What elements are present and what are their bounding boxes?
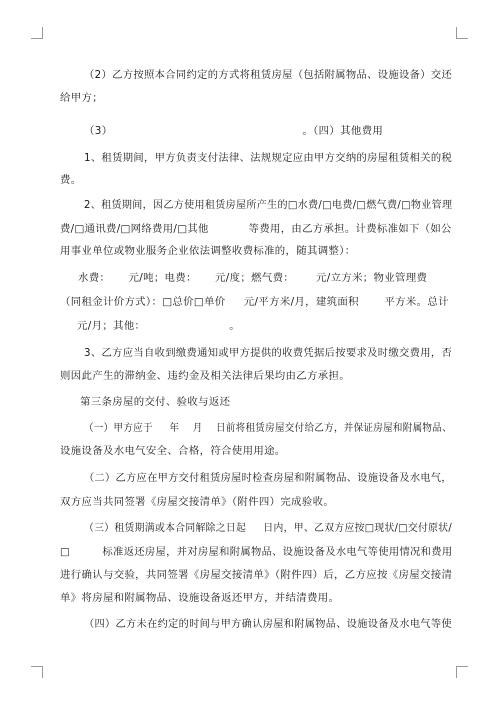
text-line: （2）乙方按照本合同约定的方式将租赁房屋（包括附属物品、设施设备）交还 xyxy=(84,69,453,81)
text-line: □ 标准返还房屋，并对房屋和附属物品、设施设备及水电气等使用情况和费用 xyxy=(60,546,453,558)
text-line: 给甲方； xyxy=(60,92,103,104)
crop-mark-top-right xyxy=(456,27,468,39)
crop-mark-bottom-right xyxy=(456,666,468,678)
section-heading: 第三条房屋的交付、验收与返还 xyxy=(80,396,231,408)
text-line: （一）甲方应于 年 月 日前将租赁房屋交付给乙方，并保证房屋和附属物品、 xyxy=(84,422,452,434)
text-line: 则因此产生的滞纳金、违约金及相关法律后果均由乙方承担。 xyxy=(60,370,350,382)
text-line: （二）乙方应在甲方交付租赁房屋时检查房屋和附属物品、设施设备及水电气， xyxy=(84,472,452,484)
text-line: 1、租赁期间，甲方负责支付法律、法规规定应由甲方交纳的房屋租赁相关的税 xyxy=(84,152,453,164)
crop-mark-bottom-left xyxy=(31,666,43,678)
text-line: 费/□通讯费/□网络费用/□其他 等费用，由乙方承担。计费标准如下（如公 xyxy=(60,223,452,235)
text-line: （3） 。（四）其他费用 xyxy=(84,125,384,137)
text-line: 2、租赁期间，因乙方使用租赁房屋所产生的□水费/□电费/□燃气费/□物业管理 xyxy=(84,199,453,211)
text-line: 元/月；其他： 。 xyxy=(77,320,241,332)
text-line: 进行确认与交验，共同签署《房屋交接清单》（附件四）后，乙方应按《房屋交接清 xyxy=(60,569,453,581)
text-line: 水费： 元/吨；电费： 元/度；燃气费： 元/立方米；物业管理费 xyxy=(78,272,428,284)
text-line: （同租金计价方式）：□总价□单价 元/平方米/月，建筑面积 平方米。总计 xyxy=(60,296,449,308)
text-line: （四）乙方未在约定的时间与甲方确认房屋和附属物品、设施设备及水电气等使 xyxy=(84,618,452,630)
text-line: 用事业单位或物业服务企业依法调整收费标准的，随其调整）： xyxy=(60,245,356,257)
text-line: 3、乙方应当自收到缴费通知或甲方提供的收费凭据后按要求及时缴交费用，否 xyxy=(84,347,453,359)
crop-mark-top-left xyxy=(31,27,43,39)
text-line: 双方应当共同签署《房屋交接清单》（附件四）完成验收。 xyxy=(60,496,335,508)
text-line: （三）租赁期满或本合同解除之日起 日内，甲、乙双方应按□现状/□交付原状/ xyxy=(84,522,453,534)
text-line: 设施设备及水电气安全、合格，符合使用用途。 xyxy=(60,445,286,457)
text-line: 费。 xyxy=(60,174,82,186)
text-line: 单》将房屋和附属物品、设施设备返还甲方，并结清费用。 xyxy=(60,592,340,604)
